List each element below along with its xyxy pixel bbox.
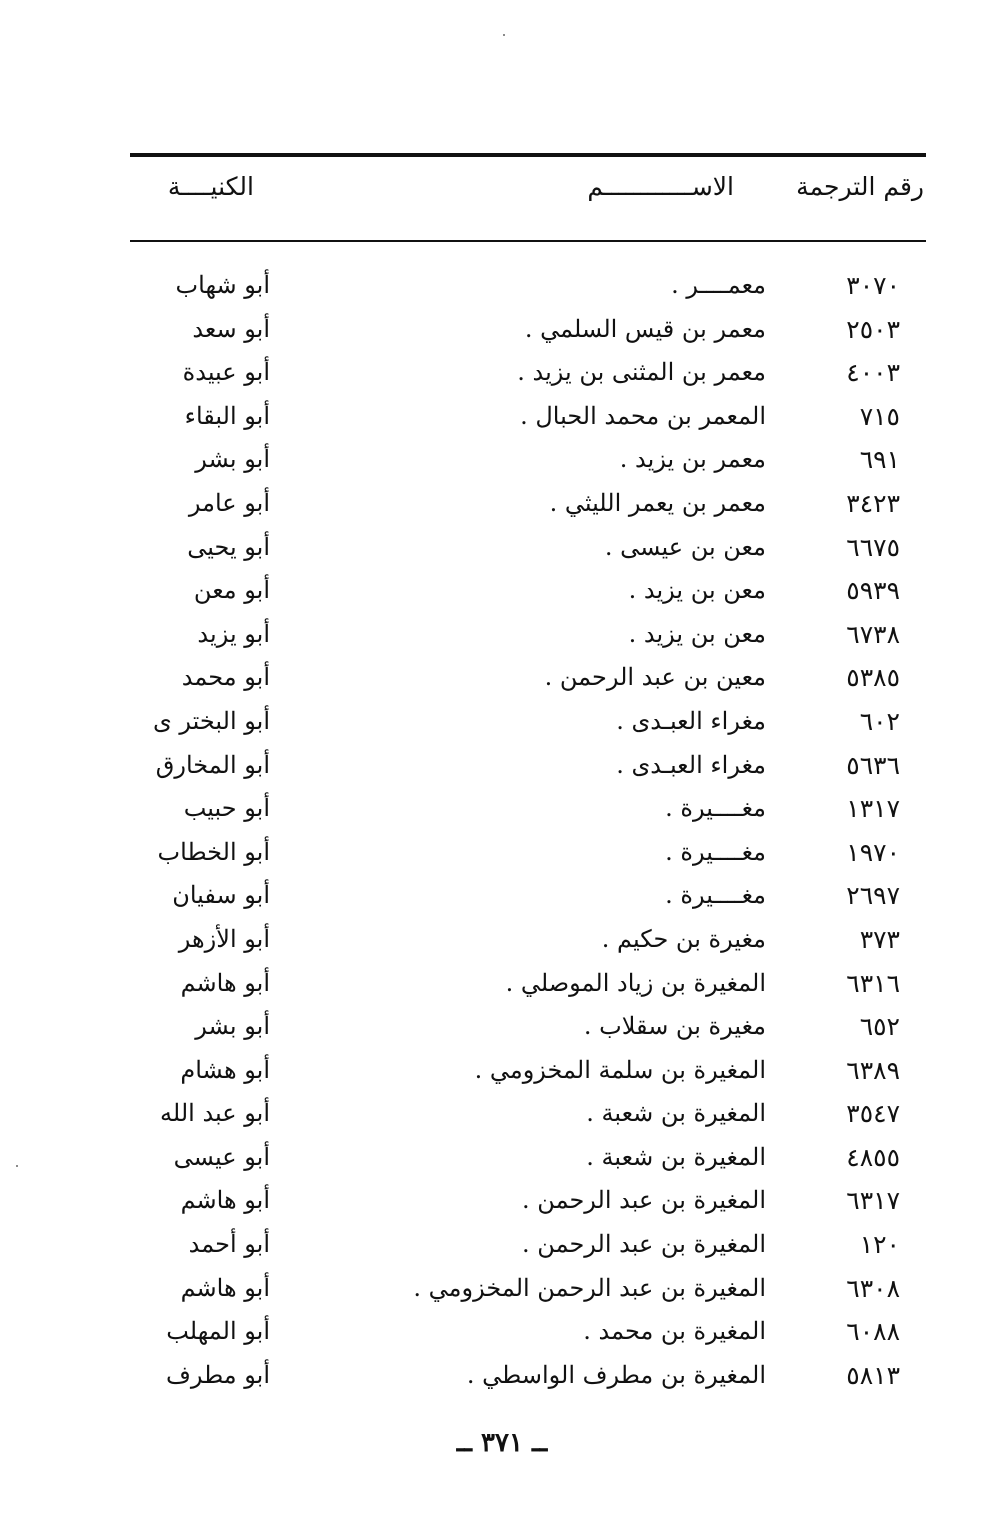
entry-name: المغيرة بن مطرف الواسطي . <box>466 1360 766 1389</box>
table-row <box>0 351 1004 395</box>
entry-name: المغيرة بن شعبة . <box>586 1142 766 1171</box>
entry-name: معن بن يزيد . <box>628 576 766 605</box>
entry-number: ٣٤٢٣ <box>846 488 900 518</box>
entry-number: ٥٩٣٩ <box>846 576 900 606</box>
entry-kunya: أبو معن <box>193 576 270 605</box>
entry-name: مغراء العبـدى . <box>616 750 766 779</box>
header-rule-top <box>130 153 926 157</box>
table-row <box>0 874 1004 918</box>
entry-number: ١٣١٧ <box>846 794 900 824</box>
entry-name: المغيرة بن زياد الموصلي . <box>505 968 766 997</box>
table-row <box>0 613 1004 657</box>
table-row <box>0 831 1004 875</box>
entry-number: ٦٣٠٨ <box>846 1273 900 1303</box>
column-header-name: الاســــــــــــم <box>587 172 734 201</box>
entry-kunya: أبو بشر <box>195 445 270 474</box>
entry-name: مغيرة بن سقلاب . <box>583 1012 766 1041</box>
entry-number: ٣٧٣ <box>859 924 900 954</box>
entry-name: معمر بن يعمر الليثي . <box>549 488 766 517</box>
table-row <box>0 1267 1004 1311</box>
entry-name: المغيرة بن سلمة المخزومي . <box>474 1055 766 1084</box>
entry-kunya: أبو هاشم <box>180 968 270 997</box>
entry-kunya: أبو هاشم <box>180 1273 270 1302</box>
entry-name: معمر بن المثنى بن يزيد . <box>517 358 766 387</box>
entry-kunya: أبو المهلب <box>166 1317 270 1346</box>
entry-kunya: أبو الأزهر <box>178 924 270 953</box>
entry-number: ٦٣٨٩ <box>846 1055 900 1085</box>
header-rule-bottom <box>130 240 926 242</box>
entry-kunya: أبو هاشم <box>180 1186 270 1215</box>
table-row <box>0 1092 1004 1136</box>
entry-name: معن بن يزيد . <box>628 619 766 648</box>
entries-table <box>0 264 1004 1397</box>
entry-kunya: أبو مطرف <box>165 1360 270 1389</box>
entry-number: ٦٥٢ <box>859 1012 900 1042</box>
entry-kunya: أبو يزيد <box>197 619 270 648</box>
entry-name: المغيرة بن عبد الرحمن المخزومي . <box>413 1273 766 1302</box>
entry-name: المغيرة بن محمد . <box>583 1317 766 1346</box>
entry-kunya: أبو أحمد <box>188 1230 270 1259</box>
entry-number: ١٢٠ <box>859 1230 900 1260</box>
table-row <box>0 482 1004 526</box>
table-row <box>0 308 1004 352</box>
table-row <box>0 1005 1004 1049</box>
page-number: ــ ٣٧١ ــ <box>456 1428 548 1458</box>
table-row <box>0 1136 1004 1180</box>
entry-kunya: أبو عامر <box>188 488 270 517</box>
entry-kunya: أبو البقاء <box>184 401 270 430</box>
table-row <box>0 1049 1004 1093</box>
entry-name: مغــــيرة . <box>665 837 766 866</box>
entry-number: ٦٩١ <box>859 445 900 475</box>
table-row <box>0 1223 1004 1267</box>
column-header-number: رقم الترجمة <box>796 172 924 201</box>
entry-number: ٦٦٧٥ <box>846 532 900 562</box>
table-row <box>0 569 1004 613</box>
entry-number: ٦٣١٧ <box>846 1186 900 1216</box>
entry-name: مغــــيرة . <box>665 794 766 823</box>
table-row <box>0 526 1004 570</box>
table-row <box>0 744 1004 788</box>
entry-number: ٥٣٨٥ <box>846 663 900 693</box>
entry-name: المعمر بن محمد الحبال . <box>520 401 766 430</box>
entry-number: ٦٣١٦ <box>846 968 900 998</box>
entry-kunya: أبو الخطاب <box>157 837 270 866</box>
entry-kunya: أبو سعد <box>192 314 270 343</box>
table-row <box>0 700 1004 744</box>
table-row <box>0 264 1004 308</box>
entry-number: ٦٠٢ <box>859 706 900 736</box>
entry-name: معمر بن يزيد . <box>619 445 766 474</box>
entry-number: ٤٠٠٣ <box>846 358 900 388</box>
entry-number: ٢٦٩٧ <box>846 881 900 911</box>
table-row <box>0 656 1004 700</box>
table-row <box>0 1179 1004 1223</box>
entry-number: ٦٠٨٨ <box>846 1317 900 1347</box>
table-row <box>0 1310 1004 1354</box>
entry-name: المغيرة بن عبد الرحمن . <box>522 1186 766 1215</box>
entry-name: المغيرة بن عبد الرحمن . <box>522 1230 766 1259</box>
entry-kunya: أبو عبد الله <box>160 1099 270 1128</box>
entry-name: معن بن عيسى . <box>604 532 766 561</box>
entry-name: مغــــيرة . <box>665 881 766 910</box>
entry-number: ٥٨١٣ <box>846 1360 900 1390</box>
entry-kunya: أبو محمد <box>181 663 270 692</box>
entry-kunya: أبو عبيدة <box>182 358 270 387</box>
entry-number: ٤٨٥٥ <box>846 1142 900 1172</box>
entry-kunya: أبو المخارق <box>155 750 270 779</box>
entry-number: ٥٦٣٦ <box>846 750 900 780</box>
table-row <box>0 962 1004 1006</box>
entry-kunya: أبو حبيب <box>183 794 270 823</box>
entry-kunya: أبو يحيى <box>187 532 270 561</box>
table-row <box>0 787 1004 831</box>
entry-name: معمــــر . <box>671 271 766 299</box>
table-row <box>0 395 1004 439</box>
entry-number: ٣٠٧٠ <box>846 271 900 300</box>
table-row <box>0 918 1004 962</box>
entry-name: المغيرة بن شعبة . <box>586 1099 766 1128</box>
entry-number: ٢٥٠٣ <box>846 314 900 344</box>
entry-number: ٦٧٣٨ <box>846 619 900 649</box>
entry-number: ١٩٧٠ <box>846 837 900 867</box>
entry-kunya: أبو هشام <box>180 1055 270 1084</box>
entry-kunya: أبو شهاب <box>175 271 270 299</box>
entry-name: معين بن عبد الرحمن . <box>544 663 766 692</box>
scan-speck <box>503 34 505 36</box>
table-row <box>0 1354 1004 1398</box>
entry-number: ٣٥٤٧ <box>846 1099 900 1129</box>
entry-number: ٧١٥ <box>859 401 900 431</box>
entry-kunya: أبو بشر <box>195 1012 270 1041</box>
table-row <box>0 438 1004 482</box>
entry-kunya: أبو عيسى <box>173 1142 270 1171</box>
entry-kunya: أبو سفيان <box>172 881 270 910</box>
entry-name: مغيرة بن حكيم . <box>601 924 766 953</box>
entry-name: معمر بن قيس السلمي . <box>524 314 766 343</box>
column-header-kunya: الكنيــــة <box>167 172 254 201</box>
entry-kunya: أبو البختر ى <box>153 706 270 735</box>
entry-name: مغراء العبـدى . <box>616 706 766 735</box>
